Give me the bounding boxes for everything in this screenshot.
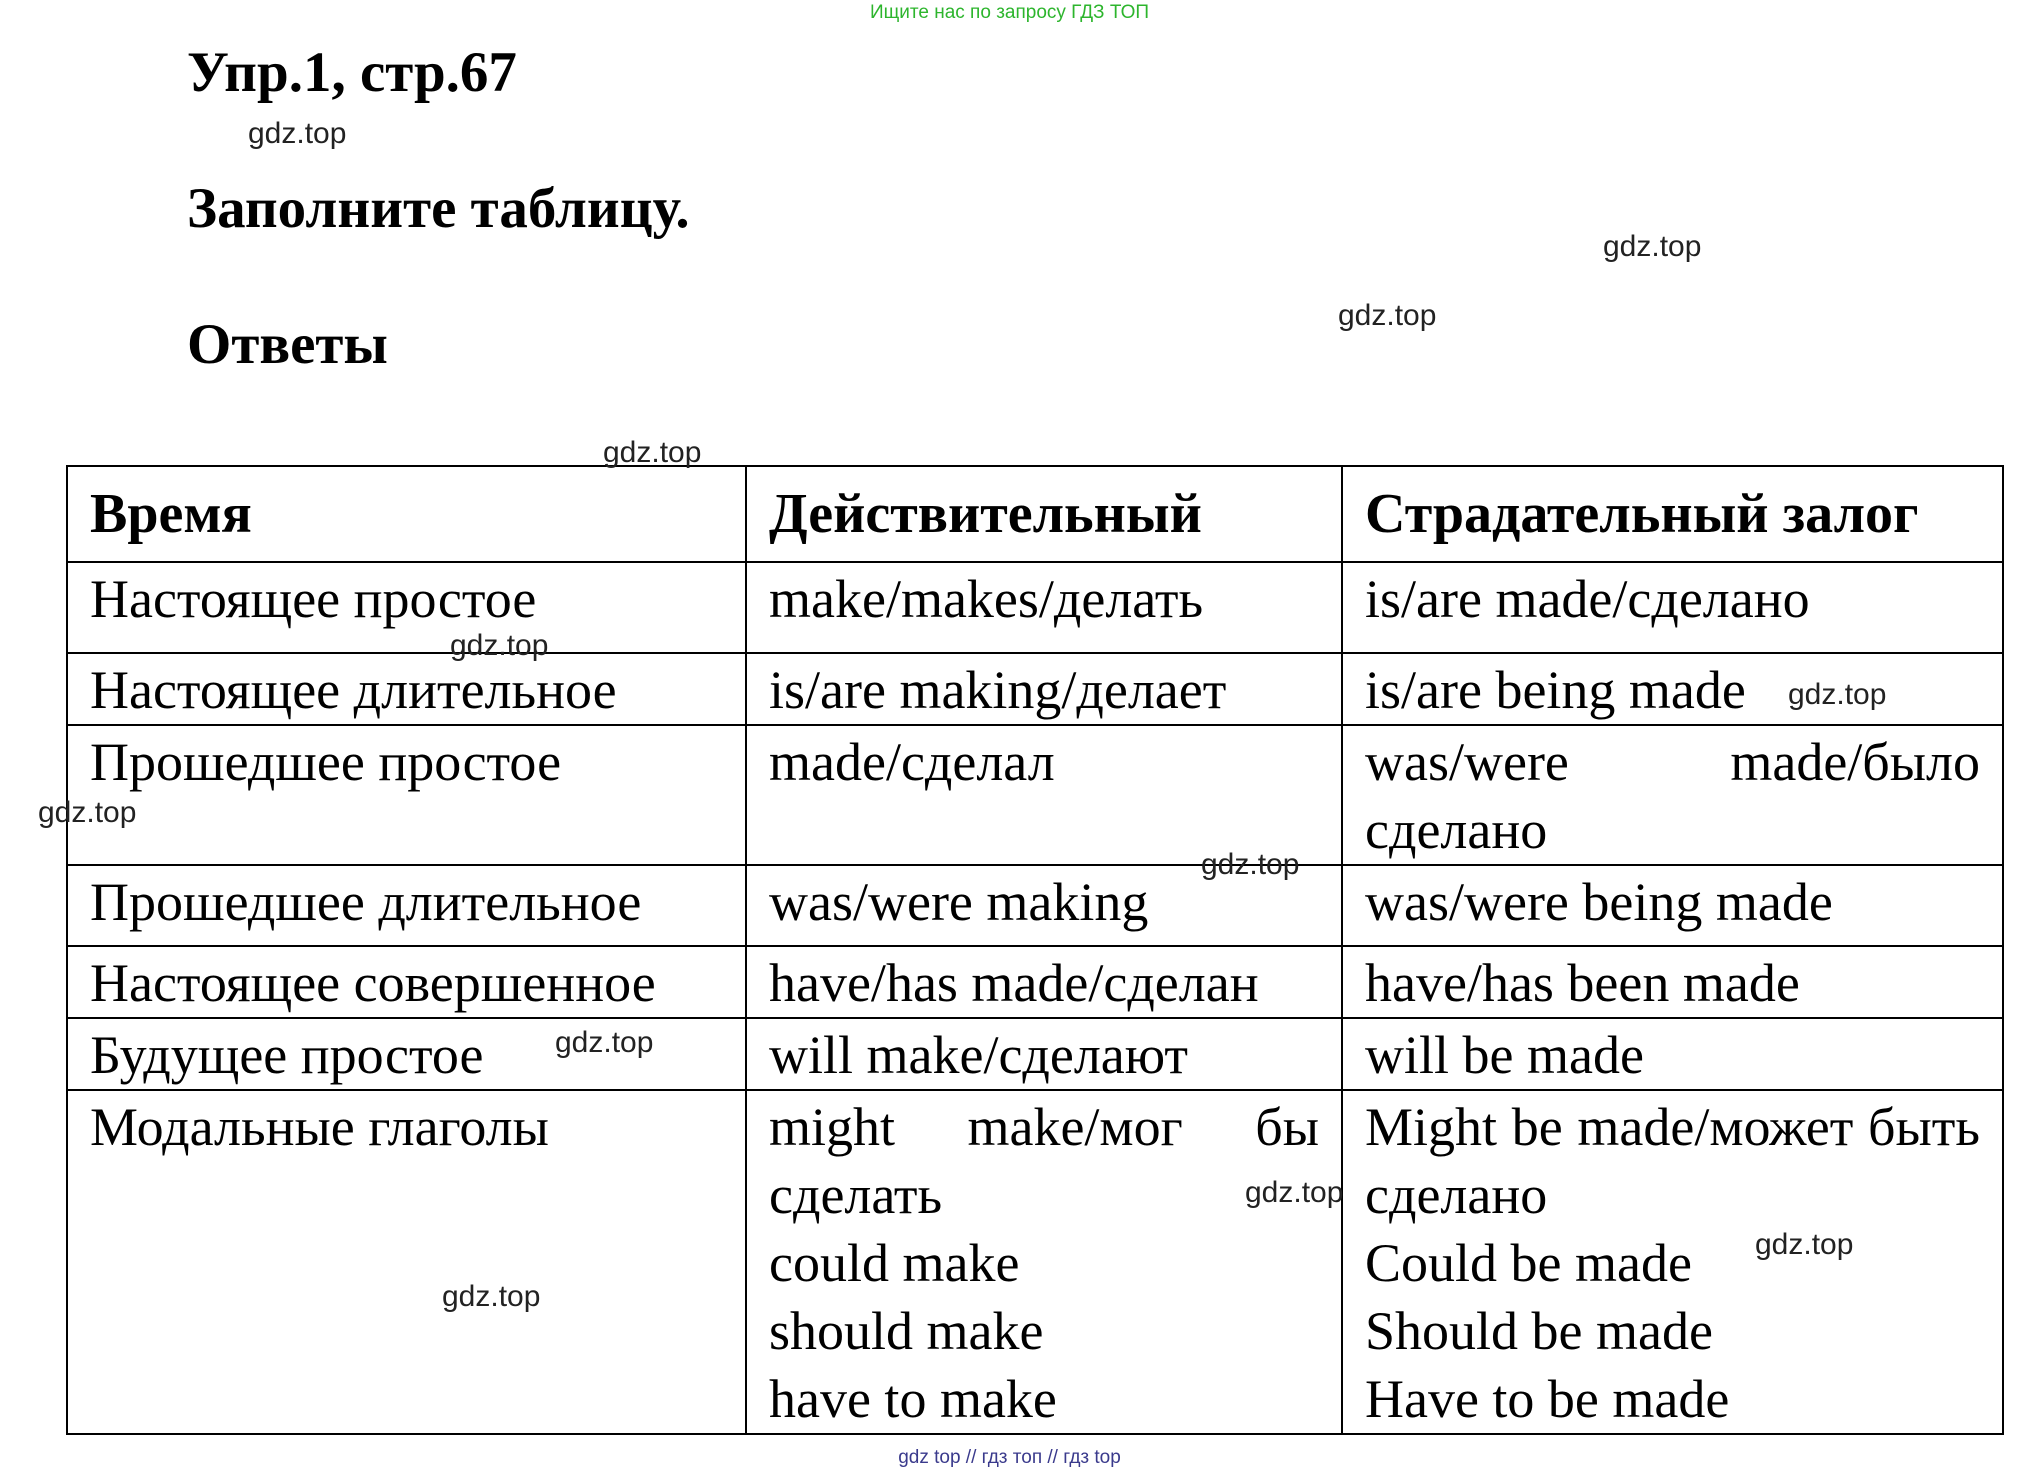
watermark: gdz.top — [603, 436, 702, 469]
watermark: gdz.top — [248, 117, 347, 150]
tense-cell: Будущее простое — [67, 1018, 746, 1090]
footer-links: gdz top // гдз топ // гдз top — [898, 1447, 1121, 1468]
page-title: Упр.1, стр.67 — [187, 41, 517, 104]
active-cell: will make/сделают — [746, 1018, 1342, 1090]
modal-passive-line: Might be made/может быть сделано — [1365, 1097, 1980, 1225]
watermark: gdz.top — [442, 1280, 541, 1313]
active-cell: is/are making/делает — [746, 653, 1342, 725]
modal-passive-line: Should be made — [1365, 1301, 1713, 1361]
modal-active-line: could make — [769, 1233, 1020, 1293]
answers-heading: Ответы — [187, 313, 388, 376]
header-passive: Страдательный залог — [1342, 466, 2003, 562]
header-active: Действительный — [746, 466, 1342, 562]
tense-cell: Модальные глаголы — [67, 1090, 746, 1434]
passive-cell-modal — [1342, 1090, 2003, 1434]
active-cell: made/сделал — [746, 725, 1342, 865]
passive-cell: was/were being made — [1342, 865, 2003, 946]
task-instruction: Заполните таблицу. — [187, 177, 690, 240]
active-cell-modal — [746, 1090, 1342, 1434]
tense-cell: Настоящее совершенное — [67, 946, 746, 1018]
table-row — [67, 865, 2003, 946]
active-cell: make/makes/делать — [746, 562, 1342, 653]
passive-cell: is/are made/сделано — [1342, 562, 2003, 653]
active-cell: have/has made/сделан — [746, 946, 1342, 1018]
passive-cell: have/has been made — [1342, 946, 2003, 1018]
tense-cell: Прошедшее простое — [67, 725, 746, 865]
table-header-row — [67, 466, 2003, 562]
table-row — [67, 946, 2003, 1018]
watermark: gdz.top — [1201, 848, 1300, 881]
table-row — [67, 725, 2003, 865]
header-tense: Время — [67, 466, 746, 562]
modal-active-line: might make/мог бы сделать — [769, 1097, 1319, 1225]
tense-cell: Настоящее простое — [67, 562, 746, 653]
watermark: gdz.top — [450, 629, 549, 662]
watermark: gdz.top — [1245, 1176, 1344, 1209]
watermark: gdz.top — [1788, 678, 1887, 711]
watermark: gdz.top — [1603, 230, 1702, 263]
passive-cell: was/were made/было сделано — [1342, 725, 2003, 865]
voice-table — [66, 465, 2004, 1435]
modal-active-line: have to make — [769, 1369, 1057, 1429]
watermark: gdz.top — [555, 1026, 654, 1059]
watermark: gdz.top — [38, 796, 137, 829]
table-row — [67, 562, 2003, 653]
modal-active-line: should make — [769, 1301, 1044, 1361]
watermark: gdz.top — [1755, 1228, 1854, 1261]
table-row — [67, 1018, 2003, 1090]
modal-passive-line: Have to be made — [1365, 1369, 1730, 1429]
table-row — [67, 653, 2003, 725]
active-cell: was/were making — [746, 865, 1342, 946]
passive-cell: is/are being made — [1342, 653, 2003, 725]
passive-cell: will be made — [1342, 1018, 2003, 1090]
table-row — [67, 1090, 2003, 1434]
modal-passive-line: Could be made — [1365, 1233, 1692, 1293]
tense-cell: Прошедшее длительное — [67, 865, 746, 946]
watermark: gdz.top — [1338, 299, 1437, 332]
tense-cell: Настоящее длительное — [67, 653, 746, 725]
top-search-hint: Ищите нас по запросу ГДЗ ТОП — [869, 2, 1150, 23]
